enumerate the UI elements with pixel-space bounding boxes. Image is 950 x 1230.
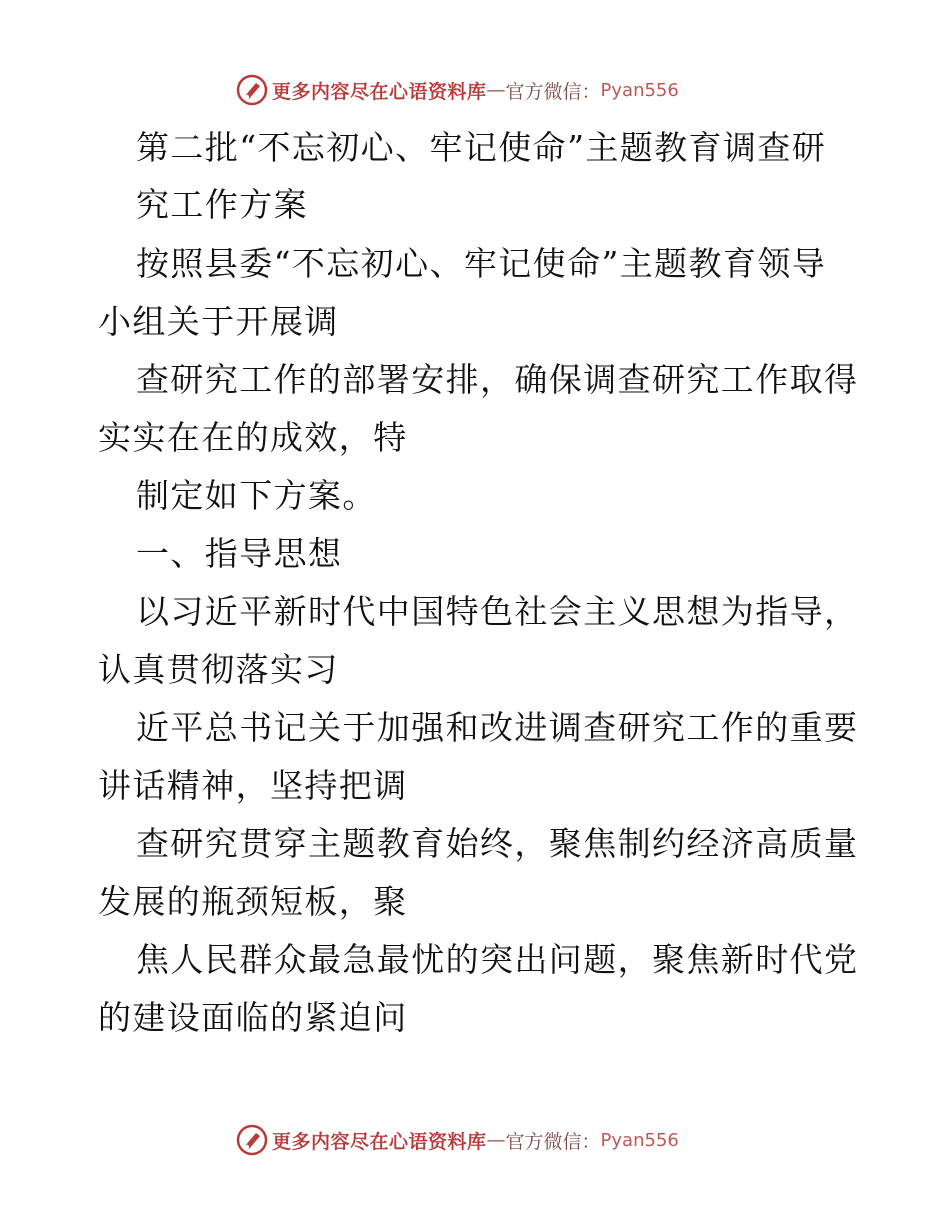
watermark-footer [236, 1123, 679, 1157]
paragraph-line: 近平总书记关于加强和改进调查研究工作的重要 [136, 708, 859, 747]
watermark-dash: — [486, 79, 506, 101]
paragraph-line: 讲话精神，坚持把调 [98, 766, 408, 805]
paragraph-line: 以习近平新时代中国特色社会主义思想为指导， [136, 592, 859, 631]
paragraph-line: 发展的瓶颈短板，聚 [98, 882, 408, 921]
watermark-wechat-id: Pyan556 [600, 1129, 679, 1151]
paragraph-line: 按照县委“不忘初心、牢记使命”主题教育领导 [136, 244, 827, 283]
watermark-wechat-id: Pyan556 [600, 79, 679, 101]
paragraph-line: 的建设面临的紧迫问 [98, 998, 408, 1037]
watermark-header [236, 73, 679, 107]
paragraph-line: 实实在在的成效，特 [98, 418, 408, 457]
paragraph-line: 查研究工作的部署安排，确保调查研究工作取得 [136, 360, 859, 399]
seal-pen-icon [236, 74, 268, 106]
paragraph-line: 小组关于开展调 [98, 302, 339, 341]
paragraph-line: 制定如下方案。 [136, 476, 377, 515]
watermark-brand: 更多内容尽在心语资料库 [272, 80, 487, 103]
watermark-wechat-label: 官方微信： [505, 80, 601, 103]
title-line-1: 第二批“不忘初心、牢记使命”主题教育调查研 [136, 128, 827, 167]
title-line-2: 究工作方案 [136, 185, 308, 224]
watermark-dash: — [486, 1129, 506, 1151]
watermark-brand: 更多内容尽在心语资料库 [272, 1130, 487, 1153]
paragraph-line: 查研究贯穿主题教育始终，聚焦制约经济高质量 [136, 824, 859, 863]
paragraph-line: 认真贯彻落实习 [98, 650, 339, 689]
paragraph-line: 焦人民群众最急最忧的突出问题，聚焦新时代党 [136, 940, 859, 979]
seal-pen-icon [236, 1124, 268, 1156]
section-heading: 一、指导思想 [136, 534, 343, 573]
watermark-wechat-label: 官方微信： [505, 1130, 601, 1153]
